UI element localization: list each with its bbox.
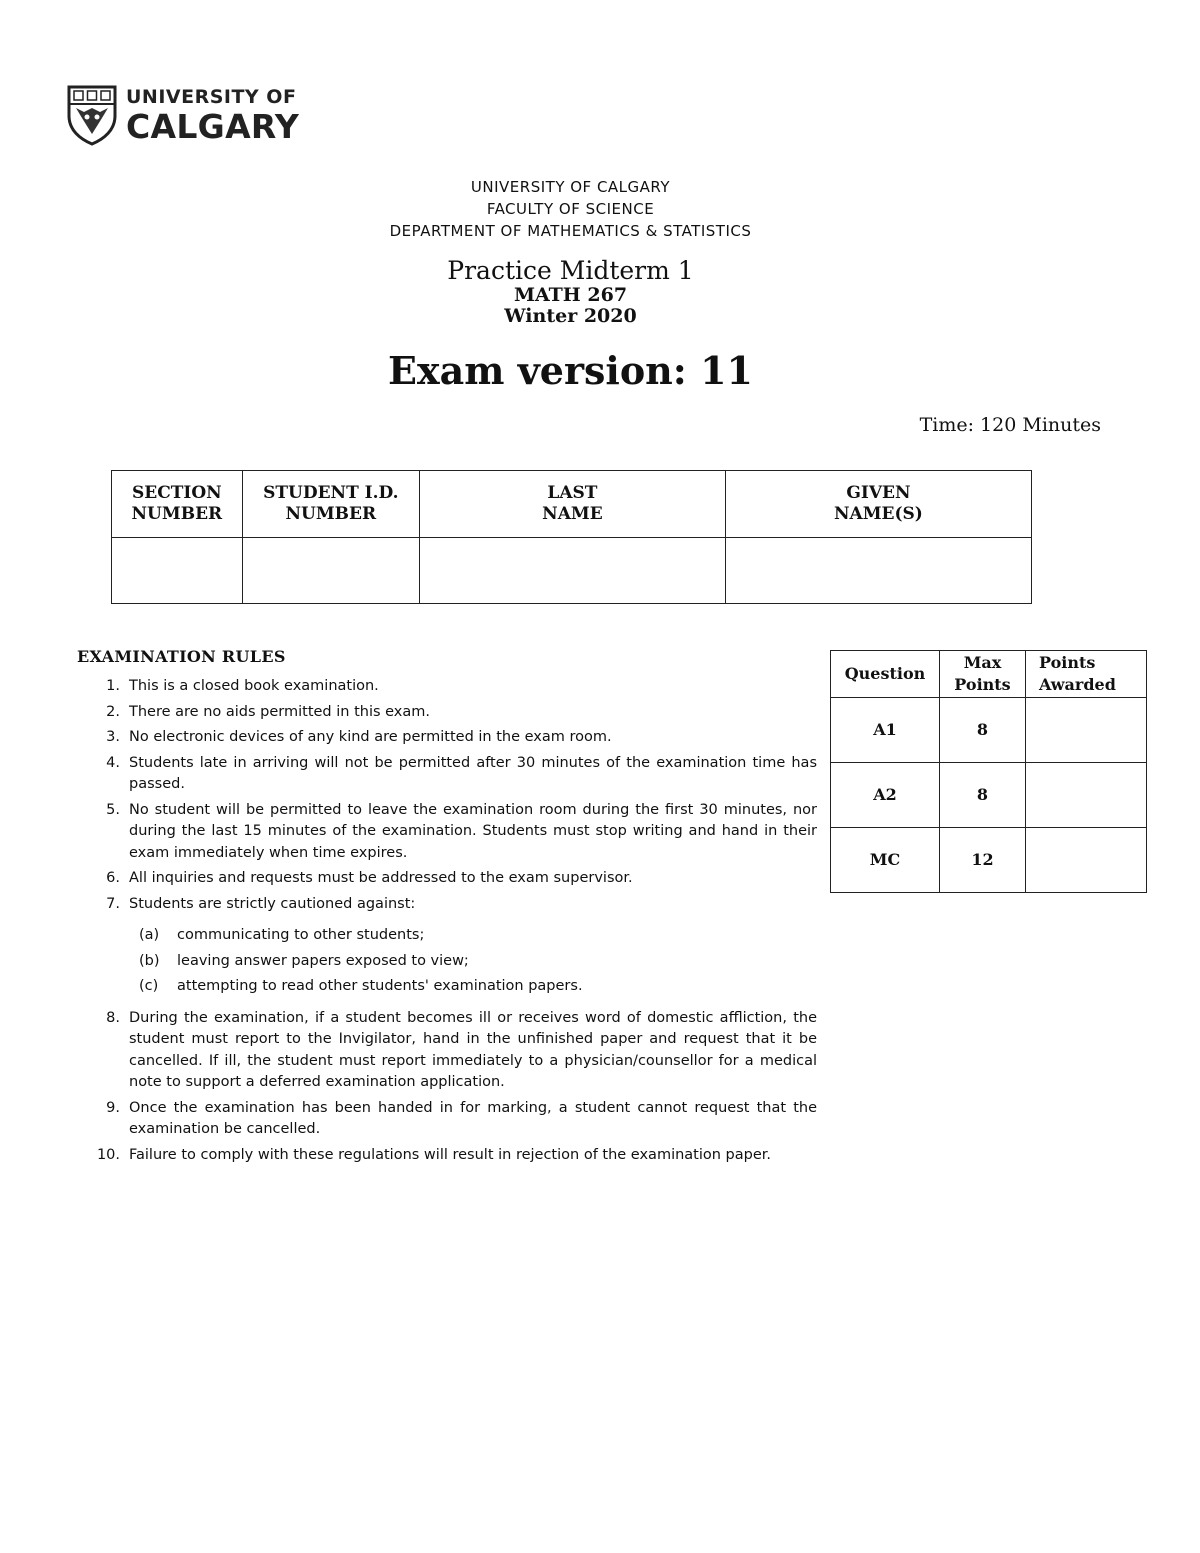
header-line: Max	[963, 653, 1002, 672]
rule-text: All inquiries and requests must be addressed to the exam supervisor.	[129, 870, 633, 886]
question-header: Question	[831, 651, 940, 698]
header-line: Points	[1039, 653, 1096, 672]
section-number-field[interactable]	[112, 538, 243, 604]
header-line: LAST	[547, 483, 598, 503]
subrule-label: (a)	[139, 927, 160, 943]
max-points-cell: 8	[940, 698, 1026, 763]
rule-text: No student will be permitted to leave the examination room during the first 30 minutes, nor during the last 15 minutes of the examination. Students must stop writing and hand in their exam immediately when time expires.	[129, 801, 817, 861]
header-line: NUMBER	[285, 504, 377, 524]
last-name-field[interactable]	[419, 538, 725, 604]
rule-item	[77, 702, 817, 724]
rule-number: 6.	[106, 870, 120, 886]
rule-item	[77, 753, 817, 796]
points-awarded-header	[1026, 651, 1147, 698]
rule-number: 1.	[106, 678, 120, 694]
rule-item	[77, 676, 817, 698]
student-id-field[interactable]	[242, 538, 419, 604]
section-number-header	[112, 471, 243, 538]
subrule-text: communicating to other students;	[177, 927, 425, 943]
rule-number: 2.	[106, 703, 120, 720]
score-row	[831, 828, 1147, 893]
rule-text: Once the examination has been handed in for marking, a student cannot request that the examination be cancelled.	[129, 1099, 817, 1137]
logo-line1: UNIVERSITY OF	[126, 85, 297, 108]
rule-number: 10.	[96, 1146, 120, 1163]
question-cell: MC	[831, 828, 940, 893]
score-header-row	[831, 651, 1147, 698]
subrule-item	[129, 925, 817, 947]
subrule-item	[129, 951, 817, 973]
header-line: SECTION	[131, 483, 222, 503]
rule-item	[77, 727, 817, 749]
rule-text: Failure to comply with these regulations will result in rejection of the examination paper.	[129, 1146, 772, 1163]
rule-item	[77, 1008, 817, 1094]
course-info	[0, 285, 1141, 327]
header-line: NAME	[542, 504, 603, 524]
given-names-field[interactable]	[725, 538, 1031, 604]
rule-text: There are no aids permitted in this exam.	[129, 703, 431, 720]
faculty-name: FACULTY OF SCIENCE	[486, 200, 655, 218]
rule-item	[77, 1145, 817, 1167]
subrule-label: (b)	[139, 952, 160, 969]
crest-icon	[66, 84, 118, 146]
rule-item	[77, 868, 817, 890]
question-cell: A2	[831, 763, 940, 828]
subrule-text: attempting to read other students' examination papers.	[177, 978, 583, 994]
student-id-table	[111, 470, 1032, 604]
logo-line2: CALGARY	[126, 106, 300, 146]
last-name-header	[419, 471, 725, 538]
rule-number: 4.	[106, 754, 120, 771]
header-line: GIVEN	[846, 483, 911, 503]
subrules-list	[129, 925, 817, 998]
exam-version: Exam version: 11	[388, 348, 753, 393]
header-line: Points	[954, 675, 1011, 694]
points-awarded-cell[interactable]	[1026, 698, 1147, 763]
score-row	[831, 763, 1147, 828]
given-names-header	[725, 471, 1031, 538]
rule-text: Students late in arriving will not be permitted after 30 minutes of the examination time has passed.	[129, 754, 817, 792]
header-line: STUDENT I.D.	[263, 483, 399, 503]
exam-title: Practice Midterm 1	[447, 256, 694, 285]
rule-text: Students are strictly cautioned against:	[129, 895, 416, 912]
rule-number: 3.	[106, 729, 120, 745]
header-line: NAME(S)	[833, 504, 923, 524]
max-points-header	[940, 651, 1026, 698]
rule-number: 9.	[106, 1099, 120, 1116]
student-id-header	[242, 471, 419, 538]
score-table	[830, 650, 1147, 893]
header-line: Awarded	[1039, 675, 1116, 694]
rule-number: 5.	[106, 801, 120, 818]
max-points-cell: 8	[940, 763, 1026, 828]
rule-number: 8.	[106, 1009, 120, 1026]
course-code: MATH 267	[513, 284, 628, 306]
rule-text: During the examination, if a student becomes ill or receives word of domestic affliction, the student must report to the Invigilator, hand in the unfinished paper and request that it be cancelled. If ill, the student must report immediately to a physician/counsellor for a medical note to support a deferred examination application.	[129, 1009, 817, 1090]
rule-item	[77, 894, 817, 998]
term: Winter 2020	[504, 305, 637, 327]
rule-number: 7.	[106, 895, 120, 912]
rule-item	[77, 800, 817, 865]
subrule-item	[129, 976, 817, 998]
max-points-cell: 12	[940, 828, 1026, 893]
rule-item	[77, 1098, 817, 1141]
rules-list	[77, 676, 817, 1170]
question-cell: A1	[831, 698, 940, 763]
university-logo	[66, 84, 299, 146]
header-line: NUMBER	[131, 504, 223, 524]
rules-heading: EXAMINATION RULES	[77, 647, 286, 666]
subrule-text: leaving answer papers exposed to view;	[177, 952, 469, 969]
time-limit: Time: 120 Minutes	[919, 414, 1101, 436]
rule-text: No electronic devices of any kind are permitted in the exam room.	[129, 729, 612, 745]
rule-text: This is a closed book examination.	[129, 678, 379, 694]
institution-header	[0, 176, 1141, 242]
department-name: DEPARTMENT OF MATHEMATICS & STATISTICS	[389, 222, 752, 240]
university-name: UNIVERSITY OF CALGARY	[470, 178, 671, 196]
points-awarded-cell[interactable]	[1026, 828, 1147, 893]
points-awarded-cell[interactable]	[1026, 763, 1147, 828]
score-row	[831, 698, 1147, 763]
subrule-label: (c)	[139, 978, 159, 994]
id-table-entry-row	[112, 538, 1032, 604]
logo-wordmark	[126, 85, 300, 146]
id-table-header-row	[112, 471, 1032, 538]
